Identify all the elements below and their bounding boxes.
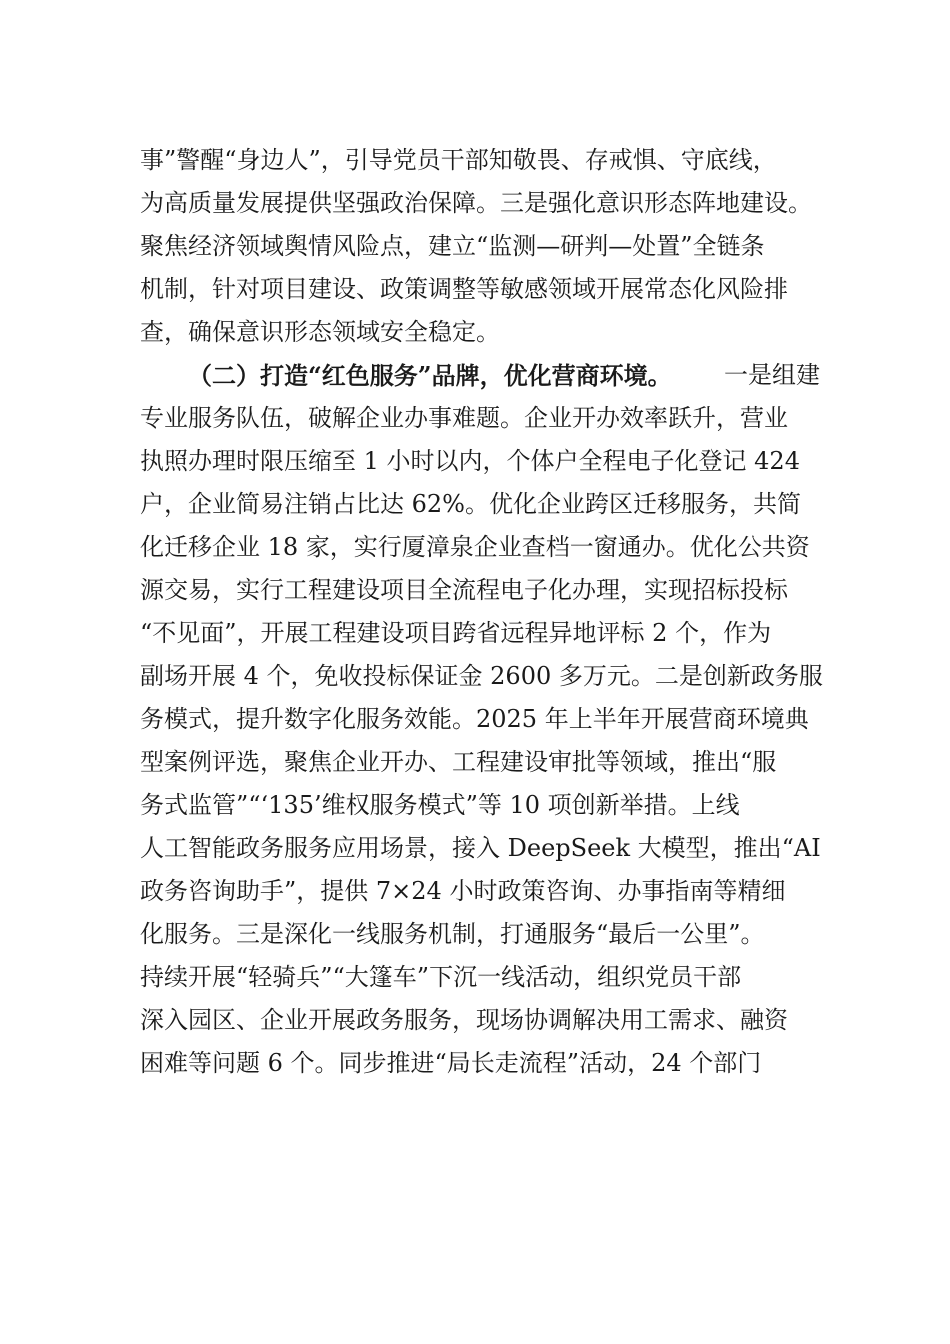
paragraph-line: 查，确保意识形态领域安全稳定。 — [140, 318, 500, 346]
paragraph-line: 化迁移企业 18 家，实行厦漳泉企业查档一窗通办。优化公共资 — [140, 533, 810, 561]
paragraph-line: 户，企业简易注销占比达 62%。优化企业跨区迁移服务，共简 — [140, 490, 801, 518]
paragraph-line: 务式监管”“‘135’维权服务模式”等 10 项创新举措。上线 — [140, 791, 740, 819]
paragraph-line: 人工智能政务服务应用场景，接入 DeepSeek 大模型，推出“AI — [140, 834, 821, 862]
paragraph-line: 困难等问题 6 个。同步推进“局长走流程”活动，24 个部门 — [140, 1049, 762, 1077]
paragraph-line: 事”警醒“身边人”，引导党员干部知敬畏、存戒惧、守底线， — [140, 146, 777, 174]
paragraph-line: 务模式，提升数字化服务效能。2025 年上半年开展营商环境典 — [140, 705, 809, 733]
paragraph-line: 型案例评选，聚焦企业开办、工程建设审批等领域，推出“服 — [140, 748, 777, 776]
paragraph-line: 深入园区、企业开展政务服务，现场协调解决用工需求、融资 — [140, 1006, 788, 1034]
paragraph-line: “不见面”，开展工程建设项目跨省远程异地评标 2 个，作为 — [140, 619, 772, 647]
paragraph-line: 专业服务队伍，破解企业办事难题。企业开办效率跃升，营业 — [140, 404, 788, 432]
paragraph-line: 源交易，实行工程建设项目全流程电子化办理，实现招标投标 — [140, 576, 788, 604]
paragraph-line: 执照办理时限压缩至 1 小时以内，个体户全程电子化登记 424 — [140, 447, 800, 475]
body-text — [140, 139, 823, 1085]
paragraph-line: 政务咨询助手”，提供 7×24 小时政策咨询、办事指南等精细 — [140, 877, 786, 905]
heading-line-rest: 一是组建 — [724, 361, 820, 389]
section-heading-line — [140, 354, 820, 397]
paragraph-line: 聚焦经济领域舆情风险点，建立“监测—研判—处置”全链条 — [140, 232, 765, 260]
paragraph-line: 机制，针对项目建设、政策调整等敏感领域开展常态化风险排 — [140, 275, 788, 303]
paragraph-line: 副场开展 4 个，免收投标保证金 2600 多万元。二是创新政务服 — [140, 662, 823, 690]
paragraph-line: 持续开展“轻骑兵”“大篷车”下沉一线活动，组织党员干部 — [140, 963, 742, 991]
section-heading: （二）打造“红色服务”品牌，优化营商环境。 — [188, 361, 672, 390]
paragraph-line: 为高质量发展提供坚强政治保障。三是强化意识形态阵地建设。 — [140, 189, 812, 217]
paragraph-line: 化服务。三是深化一线服务机制，打通服务“最后一公里”。 — [140, 920, 765, 948]
